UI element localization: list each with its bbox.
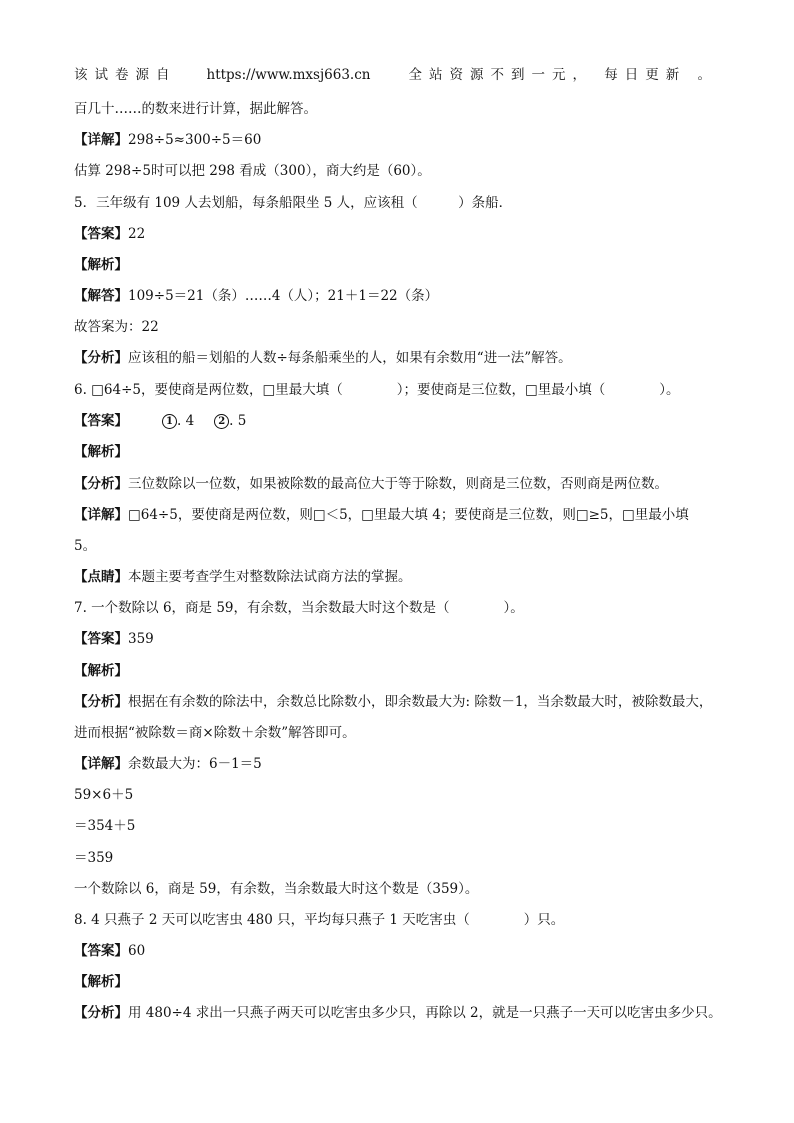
analysis-tag: 【分析】	[74, 1005, 128, 1021]
detail-text: □64÷5，要使商是两位数，则□＜5，□里最大填 4；要使商是三位数，则□≥5，□里最小填	[128, 507, 689, 523]
answer-line	[74, 630, 154, 648]
analysis-tag: 【解析】	[74, 663, 128, 679]
question-7: 7. 一个数除以 6，商是 59，有余数，当余数最大时这个数是（ ）。	[74, 600, 524, 616]
question-6: 6. □64÷5，要使商是两位数，□里最大填（ ）；要使商是三位数，□里最小填（ ）。	[74, 382, 680, 398]
source-url-link[interactable]: https://www.mxsj663.cn	[206, 67, 371, 83]
question-5: 5．三年级有 109 人去划船，每条船限坐 5 人，应该租（ ）条船．	[74, 195, 513, 211]
answer-value-2: . 5	[229, 413, 247, 429]
answer-line	[74, 225, 145, 243]
solution-line	[74, 287, 438, 305]
answer-line	[74, 412, 246, 430]
solution-text: 109÷5＝21（条）……4（人）；21＋1＝22（条）	[128, 288, 439, 304]
detail-line	[74, 506, 689, 524]
answer-tag: 【答案】	[74, 226, 128, 242]
analysis-tag: 【分析】	[74, 350, 128, 366]
solution-tag: 【解答】	[74, 288, 128, 304]
note-tag: 【点睛】	[74, 569, 128, 585]
question-8: 8. 4 只燕子 2 天可以吃害虫 480 只，平均每只燕子 1 天吃害虫（ ）只。	[74, 912, 565, 928]
circled-number-2: 2	[214, 414, 229, 429]
text-line: 故答案为：22	[74, 319, 159, 335]
text-line: 进而根据“被除数＝商×除数＋余数”解答即可。	[74, 725, 356, 741]
analysis-tag: 【解析】	[74, 444, 128, 460]
analysis-tag: 【解析】	[74, 974, 128, 990]
detail-text: 298÷5≈300÷5＝60	[128, 132, 262, 148]
analysis-text: 三位数除以一位数，如果被除数的最高位大于等于除数，则商是三位数，否则商是两位数。	[128, 476, 668, 492]
detail-tag: 【详解】	[74, 756, 128, 772]
detail-line	[74, 131, 261, 149]
text-line: 估算 298÷5时可以把 298 看成（300），商大约是（60）。	[74, 163, 431, 179]
analysis-line	[74, 349, 572, 367]
answer-tag: 【答案】	[74, 943, 128, 959]
calc-line: ＝354＋5	[74, 818, 136, 834]
detail-tag: 【详解】	[74, 132, 128, 148]
analysis-text: 用 480÷4 求出一只燕子两天可以吃害虫多少只，再除以 2，就是一只燕子一天可以吃害虫多少只。	[128, 1005, 722, 1021]
header-left: 该试卷源自	[74, 67, 177, 83]
text-line: 一个数除以 6，商是 59，有余数，当余数最大时这个数是（359）。	[74, 881, 479, 897]
circled-number-1: 1	[162, 414, 177, 429]
answer-value: 359	[128, 631, 154, 647]
analysis-line	[74, 1004, 722, 1022]
analysis-line	[74, 475, 668, 493]
text-line: 5。	[74, 538, 97, 554]
analysis-tag: 【分析】	[74, 694, 128, 710]
header-right: 全站资源不到一元， 每日更新 。	[408, 67, 719, 83]
detail-text: 余数最大为：6－1＝5	[128, 756, 262, 772]
source-header	[74, 66, 718, 84]
note-line	[74, 568, 412, 586]
analysis-tag: 【分析】	[74, 476, 128, 492]
analysis-text: 应该租的船＝划船的人数÷每条船乘坐的人，如果有余数用“进一法”解答。	[128, 350, 572, 366]
note-text: 本题主要考查学生对整数除法试商方法的掌握。	[128, 569, 412, 585]
analysis-tag: 【解析】	[74, 257, 128, 273]
answer-tag: 【答案】	[74, 631, 128, 647]
calc-line: ＝359	[74, 850, 114, 866]
answer-value-1: . 4	[177, 413, 195, 429]
analysis-text: 根据在有余数的除法中，余数总比除数小，即余数最大为: 除数－1，当余数最大时，被除数最大，	[128, 694, 713, 710]
calc-line: 59×6＋5	[74, 787, 134, 803]
detail-line	[74, 755, 262, 773]
analysis-line	[74, 693, 712, 711]
text-line: 百几十……的数来进行计算，据此解答。	[74, 101, 317, 117]
answer-value: 22	[128, 226, 146, 242]
answer-line	[74, 942, 145, 960]
answer-tag: 【答案】	[74, 413, 128, 429]
detail-tag: 【详解】	[74, 507, 128, 523]
answer-value: 60	[128, 943, 146, 959]
